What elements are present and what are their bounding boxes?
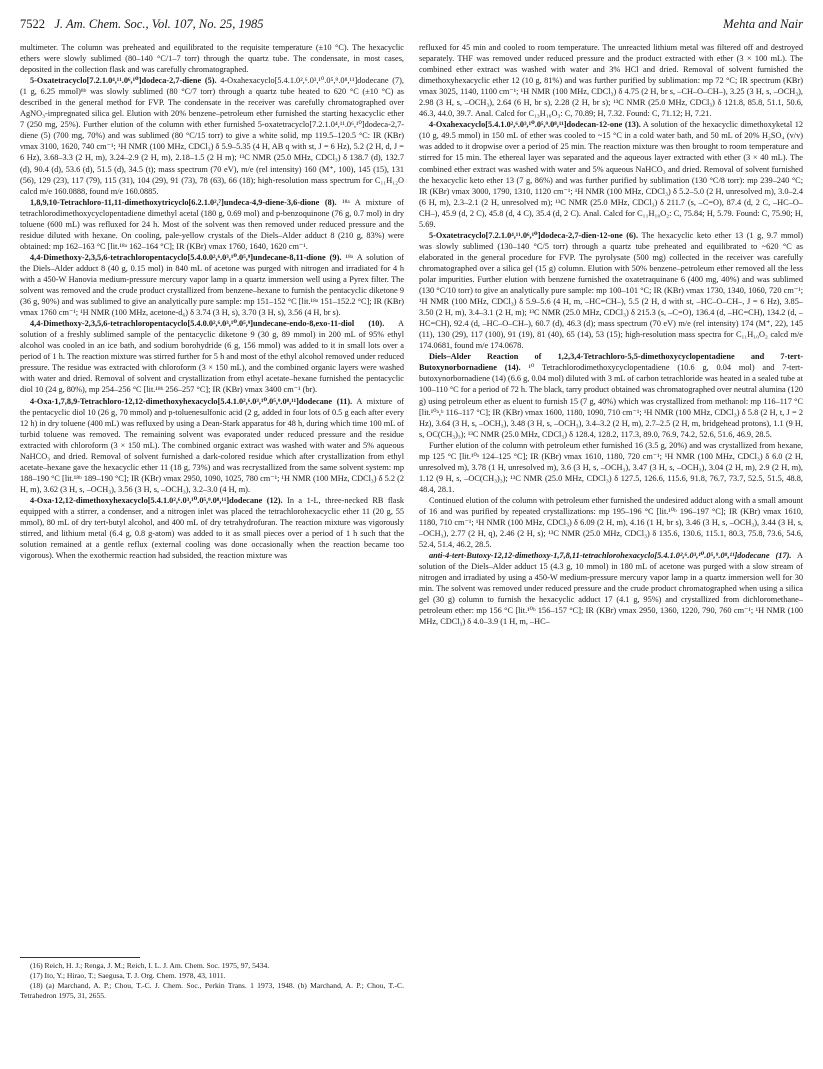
running-authors: Mehta and Nair — [723, 17, 803, 31]
paragraph-text: refluxed for 45 min and cooled to room temperature. The unreacted lithium metal was filtered off and destroyed separately. THF was removed under reduced pressure and the product extracted with ether (3 × 100 mL). The combined ether extract was washed with water and 3% HCl and dried. Removal of solvent furnished the dimethoxyhexacyclic ether 12 (10 g, 81%) and was further purified by sublimation: mp 72 °C; IR spectrum (KBr) νmax 3025, 1140, 1100 cm⁻¹; ¹H NMR (100 MHz, CDCl₃) δ 4.75 (2 H, br s, –CH–O–CH–), 3.25 (3 H, s, –OCH₃), 2.98 (3 H, s, –OCH₃), 2.64 (6 H, br s), 2.28 (2 H, br s); ¹³C NMR (25.0 MHz, CDCl₃) δ 121.8, 85.8, 51.1, 50.6, 46.3, 44.0, 39.7. Anal. Calcd for C₁₃H₁₆O₃: C, 70.89; H, 7.32. Found: C, 71.12; H, 7.21. — [419, 43, 803, 119]
left-column — [20, 42, 404, 953]
paragraph-text: A mixture of the pentacyclic diol 10 (26 g, 70 mmol) and p-toluenesulfonic acid (2 g, added in four lots of 0.5 g each after every 12 h) in dry toluene (400 mL) was refluxed by using a Dean-Stark apparatus for 48 h, during which time 100 mL of turbid toluene was removed. The remaining solvent was evaporated under reduced pressure and the residue extracted with chloroform (3 × 150 mL). The combined organic extract was washed with water and 5% aqueous NaHCO₃ and dried. Removal of solvent furnished a dark-colored residue which after crystallization from ethyl acetate–hexane gave the hexacyclic ether 11 (18 g, 73%) and was recrystallized from the same solvent system: mp 188–190 °C [lit.¹⁸ᵇ 189–190 °C]; IR (KBr) νmax 2950, 1090, 1025, 780 cm⁻¹; ¹H NMR (100 MHz, CDCl₃) δ 5.2 (2 H, m), 3.62 (3 H, s, –OCH₃), 3.56 (3 H, s, –OCH₃), 3.2–3.0 (4 H, m). — [20, 396, 404, 494]
paragraph-text: multimeter. The column was preheated and equilibrated to the requisite temperature (±10 °C). The hexacyclic ethers were slowly sublimed (80–140 °C/1–7 torr) through the quartz tube. The condensate, in most cases, deposited in the collection flask and was carefully chromatographed. — [20, 43, 404, 75]
paragraph-text: ¹⁸ᵃ A solution of the Diels–Alder adduct 8 (40 g, 0.15 mol) in 840 mL of acetone was purged with nitrogen and irradiated for 4 h with a 450-W Hanovia medium-pressure mercury vapor lamp in a quartz immersion well using a Pyrex filter. The solvent was removed and the crude product crystallized from benzene–hexane to furnish the pentacyclic diketone 9 (36 g, 90%) and was sublimed to give an analytically pure sample: mp 151–152 °C [lit.¹⁸ᵃ 151–152.2 °C]; IR (KBr) νmax 1760 cm⁻¹; ¹H NMR (100 MHz, acetone-d₆) δ 3.74 (3 H, s), 3.70 (3 H, s), 3.56 (4 H, br s). — [20, 252, 404, 318]
experimental-entry — [20, 252, 404, 318]
paragraph — [419, 495, 803, 550]
paragraph-text: In a 1-L, three-necked RB flask equipped with a stirrer, a condenser, and a nitrogen inlet was placed the tetrachlorohexacyclic ether 11 (20 g, 55 mmol), 80 mL of dry tert-butyl alcohol, and 400 mL of dry tetrahydrofuran. The reaction mixture was vigorously stirred, and lithium metal (6.4 g, 0.8 g-atom) was added to it as small pieces over a period of 1 h such that the solution remained at a gentle reflux (external cooling was done occasionally when the reaction became too vigorous). When the exothermic reaction had subsided, the reaction mixture was — [20, 495, 404, 561]
paragraph-text: A solution of the hexacyclic dimethoxyketal 12 (10 g, 49.5 mmol) in 150 mL of ether was cooled to ~15 °C in a cold water bath, and 50 mL of 20% H₂SO₄ (v/v) was added to it dropwise over a period of 25 min. The reaction mixture was then brought to room temperature and stirred for 15 min. The ethereal layer was separated and the aqueous layer extracted with ether (3 × 40 mL). The combined ether extract was washed with water and 5% aqueous NaHCO₃ and dried. Removal of solvent furnished the hexacyclic keto ether 13 (7 g, 86%) and was further purified by sublimation (130 °C/8 torr): mp 239–240 °C; IR (KBr) νmax 3000, 1790, 1310, 1120 cm⁻¹; ¹H NMR (100 MHz, CDCl₃) δ 5.2–5.0 (2 H, unresolved m), 3.0–2.4 (6 H, m), 2.3–2.1 (2 H, unresolved m); ¹³C NMR (25.0 MHz, CDCl₃) δ 211.7 (s, –C=O), 87.4 (d, 2 C, –HC–O–CH–), 45.9 (d, 2 C), 45.8 (d, 4 C), 35.4 (d, 2 C). Anal. Calcd for C₁₁H₁₀O₂: C, 75.84; H, 5.79. Found: C, 75.90; H, 5.69. — [419, 120, 803, 229]
compound-heading: 1,8,9,10-Tetrachloro-11,11-dimethoxytricyclo[6.2.1.0²,⁷]undeca-4,9-diene-3,6-dione (8). — [30, 197, 337, 207]
experimental-entry — [20, 75, 404, 197]
compound-heading: anti-4-tert-Butoxy-12,12-dimethoxy-1,7,8,11-tetrachlorohexacyclo[5.4.1.0²,⁶.0³,¹⁰.0⁵,⁹.0⁸,¹¹]dodecane (17). — [429, 551, 792, 561]
compound-heading: Diels–Alder Reaction of 1,2,3,4-Tetrachloro-5,5-dimethoxycyclopentadiene and 7-tert-Butoxynorbornadiene (14). — [419, 352, 803, 373]
compound-heading: 4-Oxa-12,12-dimethoxyhexacyclo[5.4.1.0²,⁶.0³,¹⁰.0⁵,⁹.0⁸,¹¹]dodecane (12). — [30, 495, 283, 505]
experimental-entry — [419, 550, 803, 627]
page-number: 7522 — [20, 17, 45, 31]
paragraph — [419, 42, 803, 119]
experimental-entry — [20, 318, 404, 395]
right-column — [419, 42, 803, 1062]
experimental-entry — [419, 230, 803, 352]
compound-heading: 4,4-Dimethoxy-2,3,5,6-tetrachloropentacyclo[5.4.0.0²,⁶.0³,¹⁰.0⁵,⁹]undecane-endo-8,exo-11-diol (10). — [30, 319, 385, 329]
experimental-entry — [419, 119, 803, 229]
experimental-entry — [419, 351, 803, 439]
paragraph — [419, 440, 803, 495]
compound-heading: 5-Oxatetracyclo[7.2.1.0⁴,¹¹.0⁶,¹⁰]dodeca-2,7-diene (5). — [30, 76, 217, 86]
compound-heading: 4-Oxa-1,7,8,9-Tetrachloro-12,12-dimethoxyhexacyclo[5.4.1.0²,⁶.0³,¹⁰.0⁵,⁹.0⁸,¹¹]dodecane (11). — [30, 396, 353, 406]
journal-citation: J. Am. Chem. Soc., Vol. 107, No. 25, 1985 — [54, 17, 264, 31]
paragraph-text: A solution of a freshly sublimed sample of the pentacyclic diketone 9 (30 g, 89 mmol) in 200 mL of 95% ethyl alcohol was cooled in an ice bath, and sodium borohydride (6 g, 156 mmol) was added to it in small lots over a period of 1 h. The reaction mixture was stirred further for 5 h and most of the ethyl alcohol removed under reduced pressure. The residue was extracted with chloroform (3 × 150 mL), and the combined organic layers were washed with water and dried. Removal of solvent and crystallization from ethyl acetate–hexane furnished the pentacyclic diol 10 (24 g, 80%), mp 254–256 °C [lit.¹⁸ᵇ 256–257 °C]; IR (KBr) νmax 3400 cm⁻¹ (br). — [20, 319, 404, 395]
paragraph-text: ¹⁰ Tetrachlorodimethoxycyclopentadiene (10.6 g, 0.04 mol) and 7-tert-butoxynorbornadiene (14) (6.6 g, 0.04 mol) diluted with 3 mL of carbon tetrachloride was heated in a sealed tube at 100–110 °C for a period of 72 h. The black, tarry product obtained was chromatographed over neutral alumina (120 g) using petroleum ether as eluent to furnish 15 (7 g, 40%) which was crystallized from methanol: mp 116–117 °C [lit.¹⁰ᵃ,ᵇ 116–117 °C]; IR (KBr) νmax 1600, 1180, 1090, 710 cm⁻¹; ¹H NMR (100 MHz, CDCl₃) δ 5.8 (2 H, t, J = 2 Hz), 3.64 (3 H, s, –OCH₃), 3.48 (3 H, s, –OCH₃), 3.4–3.2 (2 H, m), 2.7–2.5 (2 H, m, bridgehead protons), 1.1 (9 H, s, OC(CH₃)₃); ¹³C NMR (25.0 MHz, CDCl₃) δ 128.4, 128.2, 117.3, 89.0, 76.9, 74.2, 52.6, 51.6, 46.9, 28.5. — [419, 363, 803, 439]
footnote: (16) Reich, H. J.; Renga, J. M.; Reich, I. L. J. Am. Chem. Soc. 1975, 97, 5434. — [30, 961, 270, 970]
paragraph — [20, 42, 404, 75]
compound-heading: 4,4-Dimethoxy-2,3,5,6-tetrachloropentacyclo[5.4.0.0²,⁶.0³,¹⁰.0⁵,⁹]undecane-8,11-dione (9). — [30, 252, 342, 262]
footnote: (17) Ito, Y.; Hirao, T.; Saegusa, T. J. Org. Chem. 1978, 43, 1011. — [30, 971, 226, 980]
paragraph-text: 4-Oxahexacyclo[5.4.1.0²,⁶.0³,¹⁰.0⁵,⁹.0⁸,¹¹]dodecane (7), (1 g, 6.25 mmol)⁸ᵇ was slowly sublimed (80 °C/7 torr) through a quartz tube heated to 620 °C (±10 °C) as described in the general method for FVP. The condensate in the receiver was carefully chromatographed over AgNO₃-impregnated silica gel. Elution with 20% benzene–petroleum ether furnished the starting hexacyclic ether 7 (250 mg, 25%). Further elution of the column with ether furnished 5-oxatetracyclo[7.2.1.0⁴,¹¹.0⁶,¹⁰]dodeca-2,7-diene (5) (700 mg, 70%) and was sublimed (80 °C/15 torr) to give a white solid, mp 119.5–120.5 °C: IR (KBr) νmax 3100, 1620, 740 cm⁻¹; ¹H NMR (100 MHz, CDCl₃) δ 5.9–5.35 (4 H, AB q with st, J = 6 Hz), 5.2 (2 H, d, J = 6 Hz), 3.68–3.3 (2 H, m), 3.24–2.9 (2 H, m), 2.18–1.5 (2 H m); ¹³C NMR (25.0 MHz, CDCl₃) δ 138.7 (d), 132.7 (d), 90.4 (d), 53.6 (d), 51.5 (d), 34.5 (t); mass spectrum (70 eV), m/e (rel intensity) 160 (M⁺, 100), 145 (15), 131 (56), 129 (23), 117 (79), 115 (31), 104 (29), 91 (73), 78 (63), 66 (18); high-resolution mass spectrum for C₁₁H₁₂O calcd m/e 160.0888, found m/e 160.0885. — [20, 76, 404, 196]
experimental-entry — [20, 197, 404, 252]
paragraph-text: The hexacyclic keto ether 13 (1 g, 9.7 mmol) was slowly sublimed (130–140 °C/5 torr) through a quartz tube preheated and equilibrated to ~620 °C as elaborated in the general procedure for FVP. The pyrolysate (500 mg) collected in the receiver was carefully chromatographed over a silica gel (15 g) column. Elution with 50% benzene–petroleum ether removed all the less polar impurities. Further elution with benzene furnished the oxatetraquinane 6 (400 mg, 40%) and was sublimed (130 °C/10 torr) to give an analytically pure sample: mp 100–101 °C; IR (KBr) νmax 1730, 1340, 1060, 720 cm⁻¹; ¹H NMR (100 MHz, CDCl₃) δ 5.9–5.6 (4 H, m, –HC=CH–), 5.5 (2 H, d with st, –HC–O–CH–, J = 6 Hz), 3.85–3.50 (2 H, m), 3.4–3.1 (2 H, m); ¹³C NMR (25.0 MHz, CDCl₃) δ 215.3 (s, –C=O), 136.4 (d, –HC=CH), 134.2 (d, –HC=CH), 92.4 (d, –HC–O–CH–), 60.7 (d), 46.3 (d); mass spectrum (70 eV) m/e (rel intensity) 174 (M⁺, 22), 145 (11), 130 (29), 117 (100), 91 (19), 81 (40), 65 (14), 53 (15); high-resolution mass spectra for C₁₁H₁₀O₂ calcd m/e 174.0681, found m/e 174.0678. — [419, 230, 803, 351]
footnotes — [20, 961, 404, 1001]
experimental-entry — [20, 495, 404, 561]
page-header — [20, 17, 803, 35]
experimental-entry — [20, 396, 404, 495]
footnote-rule — [20, 957, 140, 958]
paragraph-text: ¹⁸ᵃ A mixture of tetrachlorodimethoxycyclopentadiene dimethyl acetal (180 g, 0.69 mol) and p-benzoquinone (76 g, 0.7 mol) in dry toluene (600 mL) was refluxed for 24 h. Most of the solvent was then removed under reduced pressure and the residue diluted with hexane. On cooling, pale-yellow crystals of the Diels–Alder adduct 8 (210 g, 83%) were obtained: mp 162–163 °C [lit.¹⁸ᵃ 162–164 °C]; IR (KBr) νmax 1760, 1640, 1620 cm⁻¹. — [20, 197, 404, 251]
paragraph-text: Further elution of the column with petroleum ether furnished 16 (3.5 g, 20%) and was crystallized from hexane, mp 125 °C [lit.¹⁰ᵃ 124–125 °C]; IR (KBr) νmax 1610, 1180, 720 cm⁻¹; ¹H NMR (100 MHz, CDCl₃) δ 6.0 (2 H, unresolved m), 3.78 (1 H, unresolved m), 3.6 (3 H, s, –OCH₃), 3.47 (3 H, s, –OCH₃), 3.04 (2 H, m), 2.9 (2 H, m), 1.12 (9 H, s, –OC(CH₃)₃); ¹³C NMR (25.0 MHz, CDCl₃) δ 127.5, 126.6, 115.6, 91.8, 76.7, 73.7, 52.5, 51.5, 48.8, 48.4, 28.1. — [419, 440, 803, 494]
running-head — [20, 17, 264, 32]
paragraph-text: Continued elution of the column with petroleum ether furnished the undesired adduct along with a small amount of 16 and was purified by repeated crystallizations: mp 195–196 °C [lit.¹⁰ᵇ 196–197 °C]; IR (KBr) νmax 1610, 1180, 710 cm⁻¹; ¹H NMR (100 MHz, CDCl₃) δ 6.09 (2 H, m), 4.16 (1 H, br s), 3.46 (3 H, s, –OCH₃), 3.44 (3 H, s, –OCH₃), 2.77 (2 H, q), 2.46 (2 H, s); ¹³C NMR (25.0 MHz, CDCl₃) δ 135.6, 130.6, 115.1, 80.3, 75.8, 73.6, 54.6, 52.4, 51.4, 46.2, 28.5. — [419, 495, 803, 550]
paragraph-text: A solution of the Diels–Alder adduct 15 (4.3 g, 10 mmol) in 180 mL of acetone was purged with a slow stream of nitrogen and irradiated by using a 450-W medium-pressure mercury vapor lamp in a quartz immersion well for 30 min. The solvent was removed under reduced pressure and the crude product chromatographed when using a silica gel (30 g) column to furnish the hexacyclic adduct 17 (4.1 g, 95%) and crystallized from dichloromethane–petroleum ether: mp 156 °C [lit.¹⁰ᵇ 156–157 °C]; IR (KBr) νmax 2950, 1360, 1220, 790, 760 cm⁻¹; ¹H NMR (100 MHz, CDCl₃) δ 4.0–3.9 (1 H, m, –HC– — [419, 551, 803, 627]
compound-heading: 4-Oxahexacyclo[5.4.1.0²,⁶.0³,¹⁰.0⁵,⁹.0⁸,¹¹]dodecan-12-one (13). — [429, 120, 641, 130]
footnote: (18) (a) Marchand, A. P.; Chou, T.-C. J. Chem. Soc., Perkin Trans. 1 1973, 1948. (b) Marchand, A. P.; Chou, T.-C. Tetrahedron 1975, 31, 2655. — [20, 981, 404, 1000]
compound-heading: 5-Oxatetracyclo[7.2.1.0⁴,¹¹.0⁶,¹⁰]dodeca-2,7-dien-12-one (6). — [429, 230, 639, 240]
